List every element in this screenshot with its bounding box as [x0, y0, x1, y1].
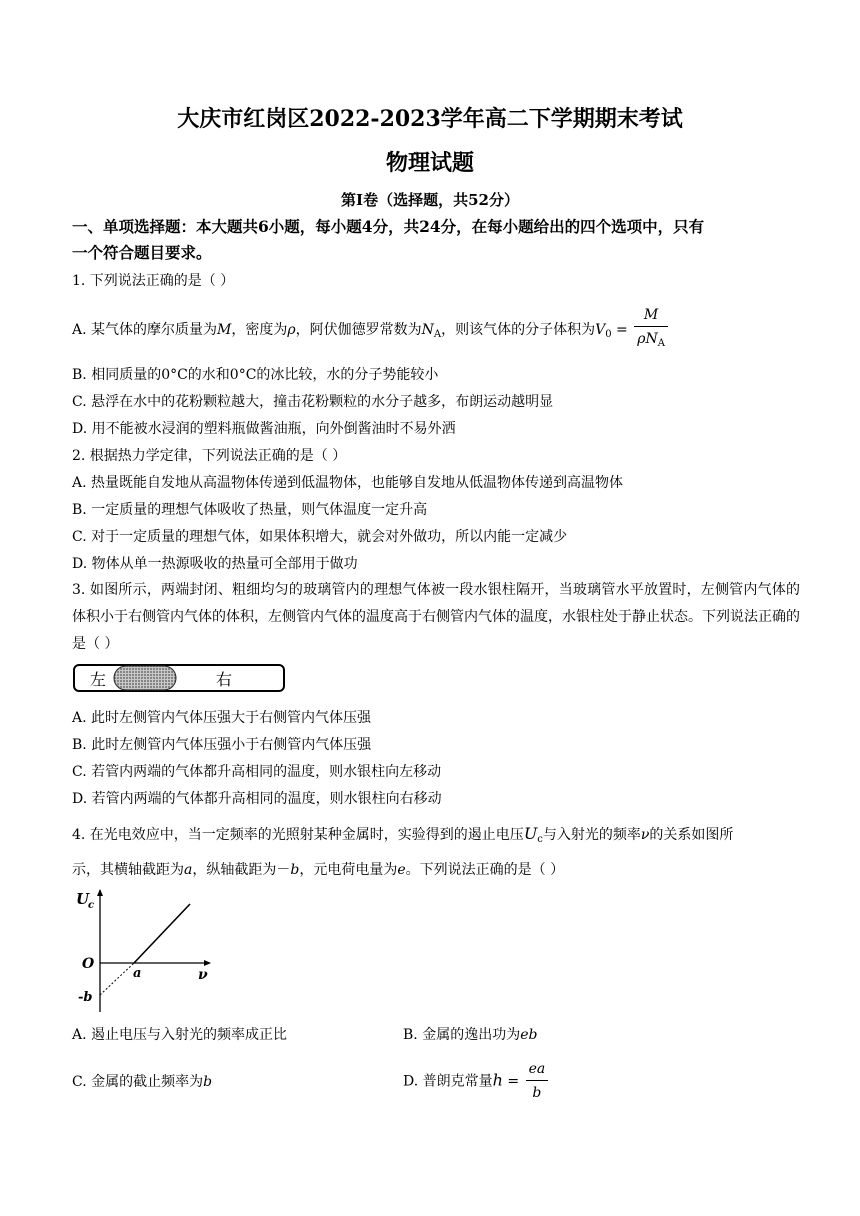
exam-title: 大庆市红岗区2022-2023学年高二下学期期末考试	[177, 106, 683, 132]
q1-option-b: B. 相同质量的0°C的水和0°C的冰比较，水的分子势能较小	[72, 367, 439, 383]
sub-c: c	[537, 834, 543, 845]
q4-stem-text: 。下列说法正确的是（ ）	[405, 862, 565, 878]
q4-option-c	[72, 1071, 212, 1091]
section-heading	[72, 214, 802, 266]
q4-stem-text: ，纵轴截距为－	[192, 862, 291, 878]
q1-a-text: ，密度为	[231, 322, 288, 338]
q1-option-a	[72, 304, 668, 356]
uc-nu-graph	[72, 882, 222, 1017]
q4-stem-text: 与入射光的频率	[542, 827, 641, 843]
q4-stem-text: 4. 在光电效应中，当一定频率的光照射某种金属时，实验得到的遏止电压	[72, 827, 524, 843]
x-axis-label: ν	[198, 967, 208, 983]
var-a: a	[184, 862, 193, 878]
var-U: U	[523, 824, 538, 843]
section-heading-line1: 一、单项选择题：本大题共6小题，每小题4分，共24分，在每小题给出的四个选项中，只有	[72, 217, 705, 236]
q4-option-d	[403, 1058, 548, 1105]
var-h: h	[492, 1070, 503, 1090]
q4-c-text: C. 金属的截止频率为	[72, 1074, 204, 1090]
origin-label: O	[82, 956, 95, 972]
den-sub: A	[657, 338, 665, 349]
q4-option-b	[403, 1024, 537, 1044]
q2-option-b: B. 一定质量的理想气体吸收了热量，则气体温度一定升高	[72, 502, 428, 518]
fraction-denominator	[634, 327, 668, 356]
fraction-numerator: M	[634, 304, 668, 327]
section-heading-line2: 一个符合题目要求。	[72, 243, 212, 262]
var-e: e	[397, 862, 406, 878]
x-intercept-label: a	[133, 966, 142, 981]
q1-a-text: A. 某气体的摩尔质量为	[72, 322, 218, 338]
y-intercept-label: -b	[78, 990, 93, 1005]
q3-option-b: B. 此时左侧管内气体压强小于右侧管内气体压强	[72, 737, 372, 753]
y-axis-label: U	[76, 890, 90, 908]
den-rho: ρ	[637, 331, 646, 347]
var-nu: ν	[640, 827, 650, 843]
extrapolation-dashed-line	[100, 963, 134, 995]
q4-d-text: D. 普朗克常量	[403, 1073, 493, 1090]
q4-stem-text: 的关系如图所	[649, 827, 734, 843]
var-b: b	[290, 862, 300, 878]
q4-b-text: B. 金属的逸出功为	[403, 1027, 521, 1043]
q3-stem: 3. 如图所示，两端封闭、粗细均匀的玻璃管内的理想气体被一段水银柱隔开，当玻璃管水平放置时，左侧管内气体的体积小于右侧管内气体的体积，左侧管内气体的温度高于右侧管内气体的温度，水银柱处于静止状态。下列说法正确的是（ ）	[72, 582, 800, 652]
fraction-denominator: b	[532, 1085, 542, 1101]
equals-sign: =	[611, 322, 633, 338]
q1-option-c: C. 悬浮在水中的花粉颗粒越大，撞击花粉颗粒的水分子越多，布朗运动越明显	[72, 394, 554, 410]
q1-stem: 1. 下列说法正确的是（ ）	[72, 273, 235, 289]
q4-stem-line1	[72, 824, 733, 845]
y-axis-subscript: c	[88, 900, 95, 911]
equals-sign: =	[502, 1073, 524, 1090]
q4-stem-text: ，元电荷电量为	[299, 862, 398, 878]
q1-option-d: D. 用不能被水浸润的塑料瓶做酱油瓶，向外倒酱油时不易外洒	[72, 421, 456, 437]
mercury-column	[114, 666, 176, 690]
var-M: M	[217, 322, 232, 338]
fraction-numerator: ea	[526, 1058, 549, 1081]
q4-option-a: A. 遏止电压与入射光的频率成正比	[72, 1027, 288, 1043]
q3-option-a: A. 此时左侧管内气体压强大于右侧管内气体压强	[72, 710, 372, 726]
sub-A: A	[433, 329, 442, 340]
var-N: N	[421, 322, 434, 338]
q2-option-d: D. 物体从单一热源吸收的热量可全部用于做功	[72, 556, 358, 572]
q2-option-a: A. 热量既能自发地从高温物体传递到低温物体，也能够自发地从低温物体传递到高温物体	[72, 475, 624, 491]
q4-stem-text: 示，其横轴截距为	[72, 862, 184, 878]
tube-right-label: 右	[216, 670, 233, 689]
part-heading: 第Ⅰ卷（选择题，共52分）	[341, 191, 519, 209]
q2-option-c: C. 对于一定质量的理想气体，如果体积增大，就会对外做功，所以内能一定减少	[72, 529, 568, 545]
q1-a-text: ，则该气体的分子体积为	[441, 322, 596, 338]
fraction-volume	[634, 304, 668, 356]
glass-tube-figure	[72, 662, 288, 694]
q4-stem-line2	[72, 859, 564, 879]
sub-0: 0	[605, 329, 612, 340]
fraction-planck	[526, 1058, 549, 1105]
var-b: b	[203, 1074, 213, 1090]
tube-left-label: 左	[90, 670, 107, 689]
q1-a-text: ，阿伏伽德罗常数为	[295, 322, 422, 338]
q3-option-c: C. 若管内两端的气体都升高相同的温度，则水银柱向左移动	[72, 764, 442, 780]
den-N: N	[645, 331, 658, 347]
var-V: V	[595, 322, 606, 338]
subject-title: 物理试题	[385, 150, 474, 176]
q3-option-d: D. 若管内两端的气体都升高相同的温度，则水银柱向右移动	[72, 791, 442, 807]
q2-stem: 2. 根据热力学定律，下列说法正确的是（ ）	[72, 448, 347, 464]
var-eb: eb	[520, 1027, 538, 1043]
var-rho: ρ	[287, 322, 296, 338]
uc-nu-line	[134, 904, 190, 963]
